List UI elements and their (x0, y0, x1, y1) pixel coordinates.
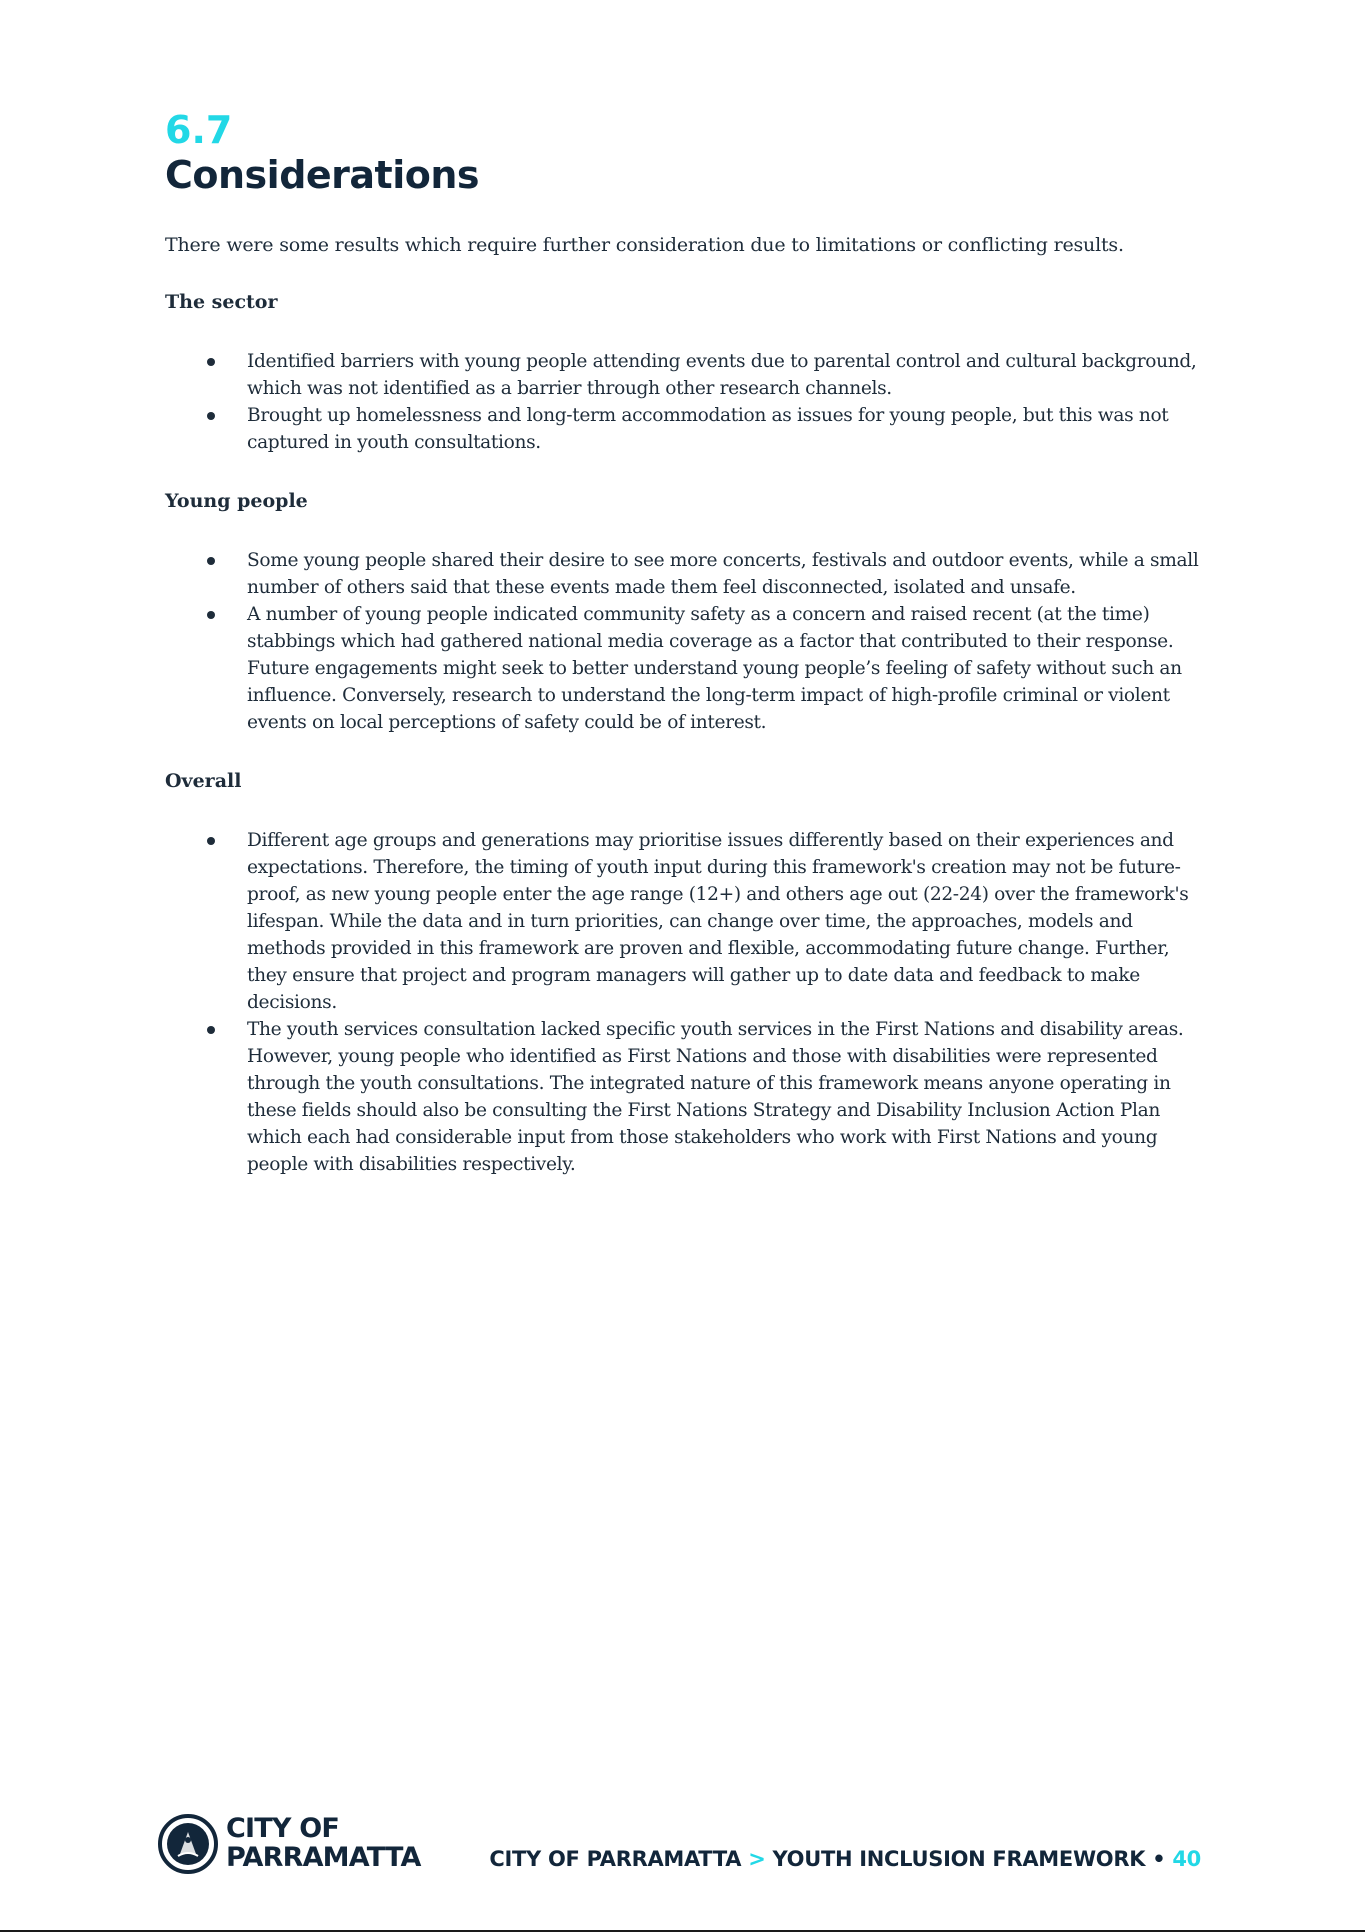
bullet-list-young-people (165, 547, 1200, 736)
city-seal-icon (158, 1814, 218, 1874)
list-item (165, 601, 1200, 736)
intro-paragraph: There were some results which require further consideration due to limitations or conflicting results. (165, 234, 1124, 256)
logo-line-1: CITY OF (226, 1813, 340, 1844)
list-item-text: A number of young people indicated community safety as a concern and raised recent (at the time) stabbings which had gathered national media coverage as a factor that contributed to their response. Future engagements might seek to better understand young people’s feeling of safety without such an influence. Conversely, research to understand the long-term impact of high-profile criminal or violent events on local perceptions of safety could be of interest. (247, 604, 1182, 733)
bullet-icon (207, 1026, 215, 1034)
list-item (165, 827, 1200, 1016)
list-item-text: Brought up homelessness and long-term accommodation as issues for young people, but this was not captured in youth consultations. (247, 405, 1169, 453)
list-item-text: Different age groups and generations may prioritise issues differently based on their experiences and expectations. Therefore, the timing of youth input during this framework's creation may not be future-proof, as new young people enter the age range (12+) and others age out (22-24) over the framework's lifespan. While the data and in turn priorities, can change over time, the approaches, models and methods provided in this framework are proven and flexible, accommodating future change. Further, they ensure that project and program managers will gather up to date data and feedback to make decisions. (247, 830, 1189, 1013)
footer-bullet: • (1152, 1847, 1166, 1871)
list-item (165, 547, 1200, 601)
footer-org: CITY OF PARRAMATTA (489, 1847, 742, 1871)
bullet-icon (207, 557, 215, 565)
subheading-overall: Overall (165, 770, 242, 792)
footer-separator: > (748, 1847, 766, 1871)
list-item (165, 348, 1200, 402)
footer-running-title (489, 1846, 1201, 1872)
bullet-icon (207, 837, 215, 845)
page-content (165, 108, 1200, 1210)
footer-document-title: YOUTH INCLUSION FRAMEWORK (772, 1847, 1146, 1871)
list-item-text: The youth services consultation lacked specific youth services in the First Nations and disability areas. However, young people who identified as First Nations and those with disabilities were represented through the youth consultations. The integrated nature of this framework means anyone operating in these fields should also be consulting the First Nations Strategy and Disability Inclusion Action Plan which each had considerable input from those stakeholders who work with First Nations and young people with disabilities respectively. (247, 1019, 1184, 1175)
list-item-text: Some young people shared their desire to see more concerts, festivals and outdoor events, while a small number of others said that these events made them feel disconnected, isolated and unsafe. (247, 550, 1199, 598)
section-title: Considerations (165, 153, 480, 197)
bullet-icon (207, 611, 215, 619)
logo-line-2: PARRAMATTA (226, 1842, 421, 1873)
list-item (165, 1016, 1200, 1178)
bullet-list-overall (165, 827, 1200, 1178)
subheading-the-sector: The sector (165, 291, 278, 313)
logo-wordmark (226, 1814, 421, 1872)
bullet-list-the-sector (165, 348, 1200, 456)
list-item-text: Identified barriers with young people attending events due to parental control and cultural background, which was not identified as a barrier through other research channels. (247, 351, 1197, 399)
section-number: 6.7 (165, 108, 233, 152)
page-number: 40 (1172, 1847, 1201, 1871)
bullet-icon (207, 412, 215, 420)
subheading-young-people: Young people (165, 490, 308, 512)
city-logo (158, 1810, 421, 1880)
page-footer (158, 1810, 1203, 1880)
bullet-icon (207, 358, 215, 366)
list-item (165, 402, 1200, 456)
